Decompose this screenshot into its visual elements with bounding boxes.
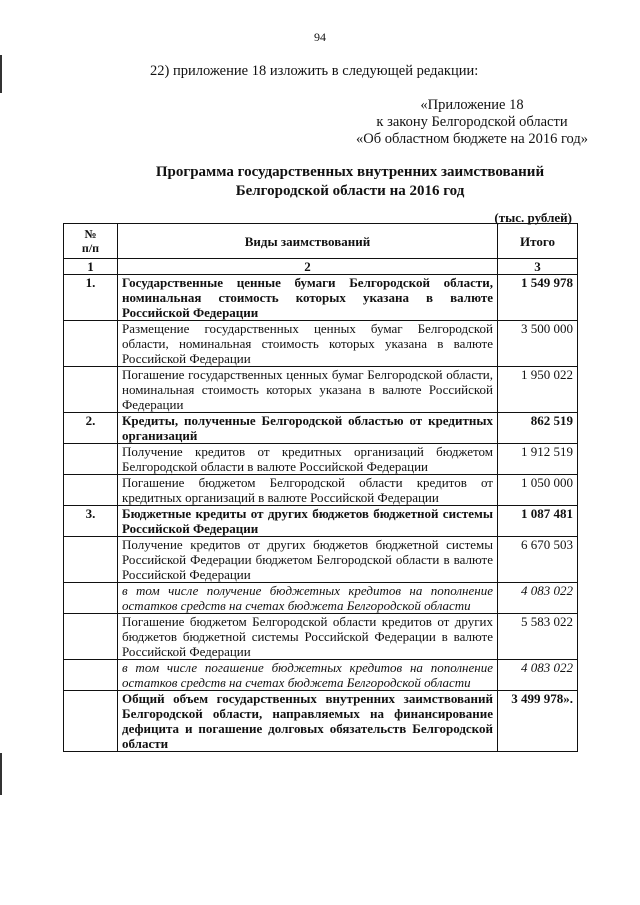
row-number: 1. bbox=[64, 275, 118, 321]
left-edge-mark-bottom bbox=[0, 753, 2, 795]
header-number bbox=[64, 224, 118, 259]
header-number-line-1: № bbox=[84, 227, 97, 241]
row-amount: 4 083 022 bbox=[498, 583, 578, 614]
row-description: в том числе получение бюджетных кредитов на пополнение остатков средств на счетах бюджета Белгородской области bbox=[118, 583, 498, 614]
row-description: Погашение бюджетом Белгородской области кредитов от кредитных организаций в валюте Российской Федерации bbox=[118, 475, 498, 506]
table-row bbox=[64, 583, 578, 614]
row-amount: 4 083 022 bbox=[498, 660, 578, 691]
title-line-1: Программа государственных внутренних заимствований bbox=[155, 164, 545, 180]
row-number: 2. bbox=[64, 413, 118, 444]
column-index-1: 1 bbox=[64, 259, 118, 275]
amendment-intro: 22) приложение 18 изложить в следующей редакции: bbox=[150, 63, 479, 79]
row-amount: 862 519 bbox=[498, 413, 578, 444]
row-description: Государственные ценные бумаги Белгородской области, номинальная стоимость которых указана в валюте Российской Федерации bbox=[118, 275, 498, 321]
appendix-reference bbox=[356, 97, 588, 148]
row-amount: 6 670 503 bbox=[498, 537, 578, 583]
row-description: Общий объем государственных внутренних заимствований Белгородской области, направляемых на финансирование дефицита и погашение долговых обязательств Белгородской области bbox=[118, 691, 498, 752]
row-amount: 1 549 978 bbox=[498, 275, 578, 321]
table-row bbox=[64, 413, 578, 444]
table-row bbox=[64, 321, 578, 367]
column-index-row bbox=[64, 259, 578, 275]
table-row bbox=[64, 614, 578, 660]
appendix-line-1: «Приложение 18 bbox=[420, 97, 524, 113]
row-number bbox=[64, 614, 118, 660]
table-row bbox=[64, 444, 578, 475]
row-number bbox=[64, 537, 118, 583]
header-total: Итого bbox=[498, 224, 578, 259]
column-index-3: 3 bbox=[498, 259, 578, 275]
row-amount: 1 050 000 bbox=[498, 475, 578, 506]
row-description: Погашение бюджетом Белгородской области кредитов от других бюджетов бюджетной системы Российской Федерации в валюте Российской Федерации bbox=[118, 614, 498, 660]
row-amount: 3 500 000 bbox=[498, 321, 578, 367]
row-amount: 3 499 978». bbox=[498, 691, 578, 752]
row-description: Погашение государственных ценных бумаг Белгородской области, номинальная стоимость которых указана в валюте Российской Федерации bbox=[118, 367, 498, 413]
row-description: Кредиты, полученные Белгородской областью от кредитных организаций bbox=[118, 413, 498, 444]
document-title bbox=[100, 163, 600, 201]
title-line-2: Белгородской области на 2016 год bbox=[235, 183, 465, 199]
table-row bbox=[64, 367, 578, 413]
row-amount: 1 950 022 bbox=[498, 367, 578, 413]
table-row bbox=[64, 475, 578, 506]
table-row bbox=[64, 506, 578, 537]
row-number bbox=[64, 691, 118, 752]
row-number bbox=[64, 321, 118, 367]
units-label: (тыс. рублей) bbox=[494, 210, 572, 225]
column-index-2: 2 bbox=[118, 259, 498, 275]
left-edge-mark-top bbox=[0, 55, 2, 93]
table-header-row bbox=[64, 224, 578, 259]
page-number: 94 bbox=[314, 30, 326, 44]
row-number: 3. bbox=[64, 506, 118, 537]
row-description: в том числе погашение бюджетных кредитов на пополнение остатков средств на счетах бюджета Белгородской области bbox=[118, 660, 498, 691]
row-number bbox=[64, 475, 118, 506]
row-number bbox=[64, 583, 118, 614]
row-description: Бюджетные кредиты от других бюджетов бюджетной системы Российской Федерации bbox=[118, 506, 498, 537]
appendix-line-3: «Об областном бюджете на 2016 год» bbox=[356, 131, 588, 147]
table-row-total bbox=[64, 691, 578, 752]
appendix-line-2: к закону Белгородской области bbox=[376, 114, 568, 130]
row-description: Получение кредитов от других бюджетов бюджетной системы Российской Федерации бюджетом Белгородской области в валюте Российской Федерации bbox=[118, 537, 498, 583]
row-description: Получение кредитов от кредитных организаций бюджетом Белгородской области в валюте Российской Федерации bbox=[118, 444, 498, 475]
header-borrowing-type: Виды заимствований bbox=[118, 224, 498, 259]
header-number-line-2: п/п bbox=[81, 241, 100, 255]
row-amount: 1 912 519 bbox=[498, 444, 578, 475]
row-number bbox=[64, 367, 118, 413]
table-row bbox=[64, 660, 578, 691]
row-number bbox=[64, 660, 118, 691]
table-row bbox=[64, 537, 578, 583]
row-description: Размещение государственных ценных бумаг Белгородской области, номинальная стоимость которых указана в валюте Российской Федерации bbox=[118, 321, 498, 367]
row-amount: 5 583 022 bbox=[498, 614, 578, 660]
row-number bbox=[64, 444, 118, 475]
table-row bbox=[64, 275, 578, 321]
row-amount: 1 087 481 bbox=[498, 506, 578, 537]
borrowing-program-table bbox=[63, 223, 578, 752]
